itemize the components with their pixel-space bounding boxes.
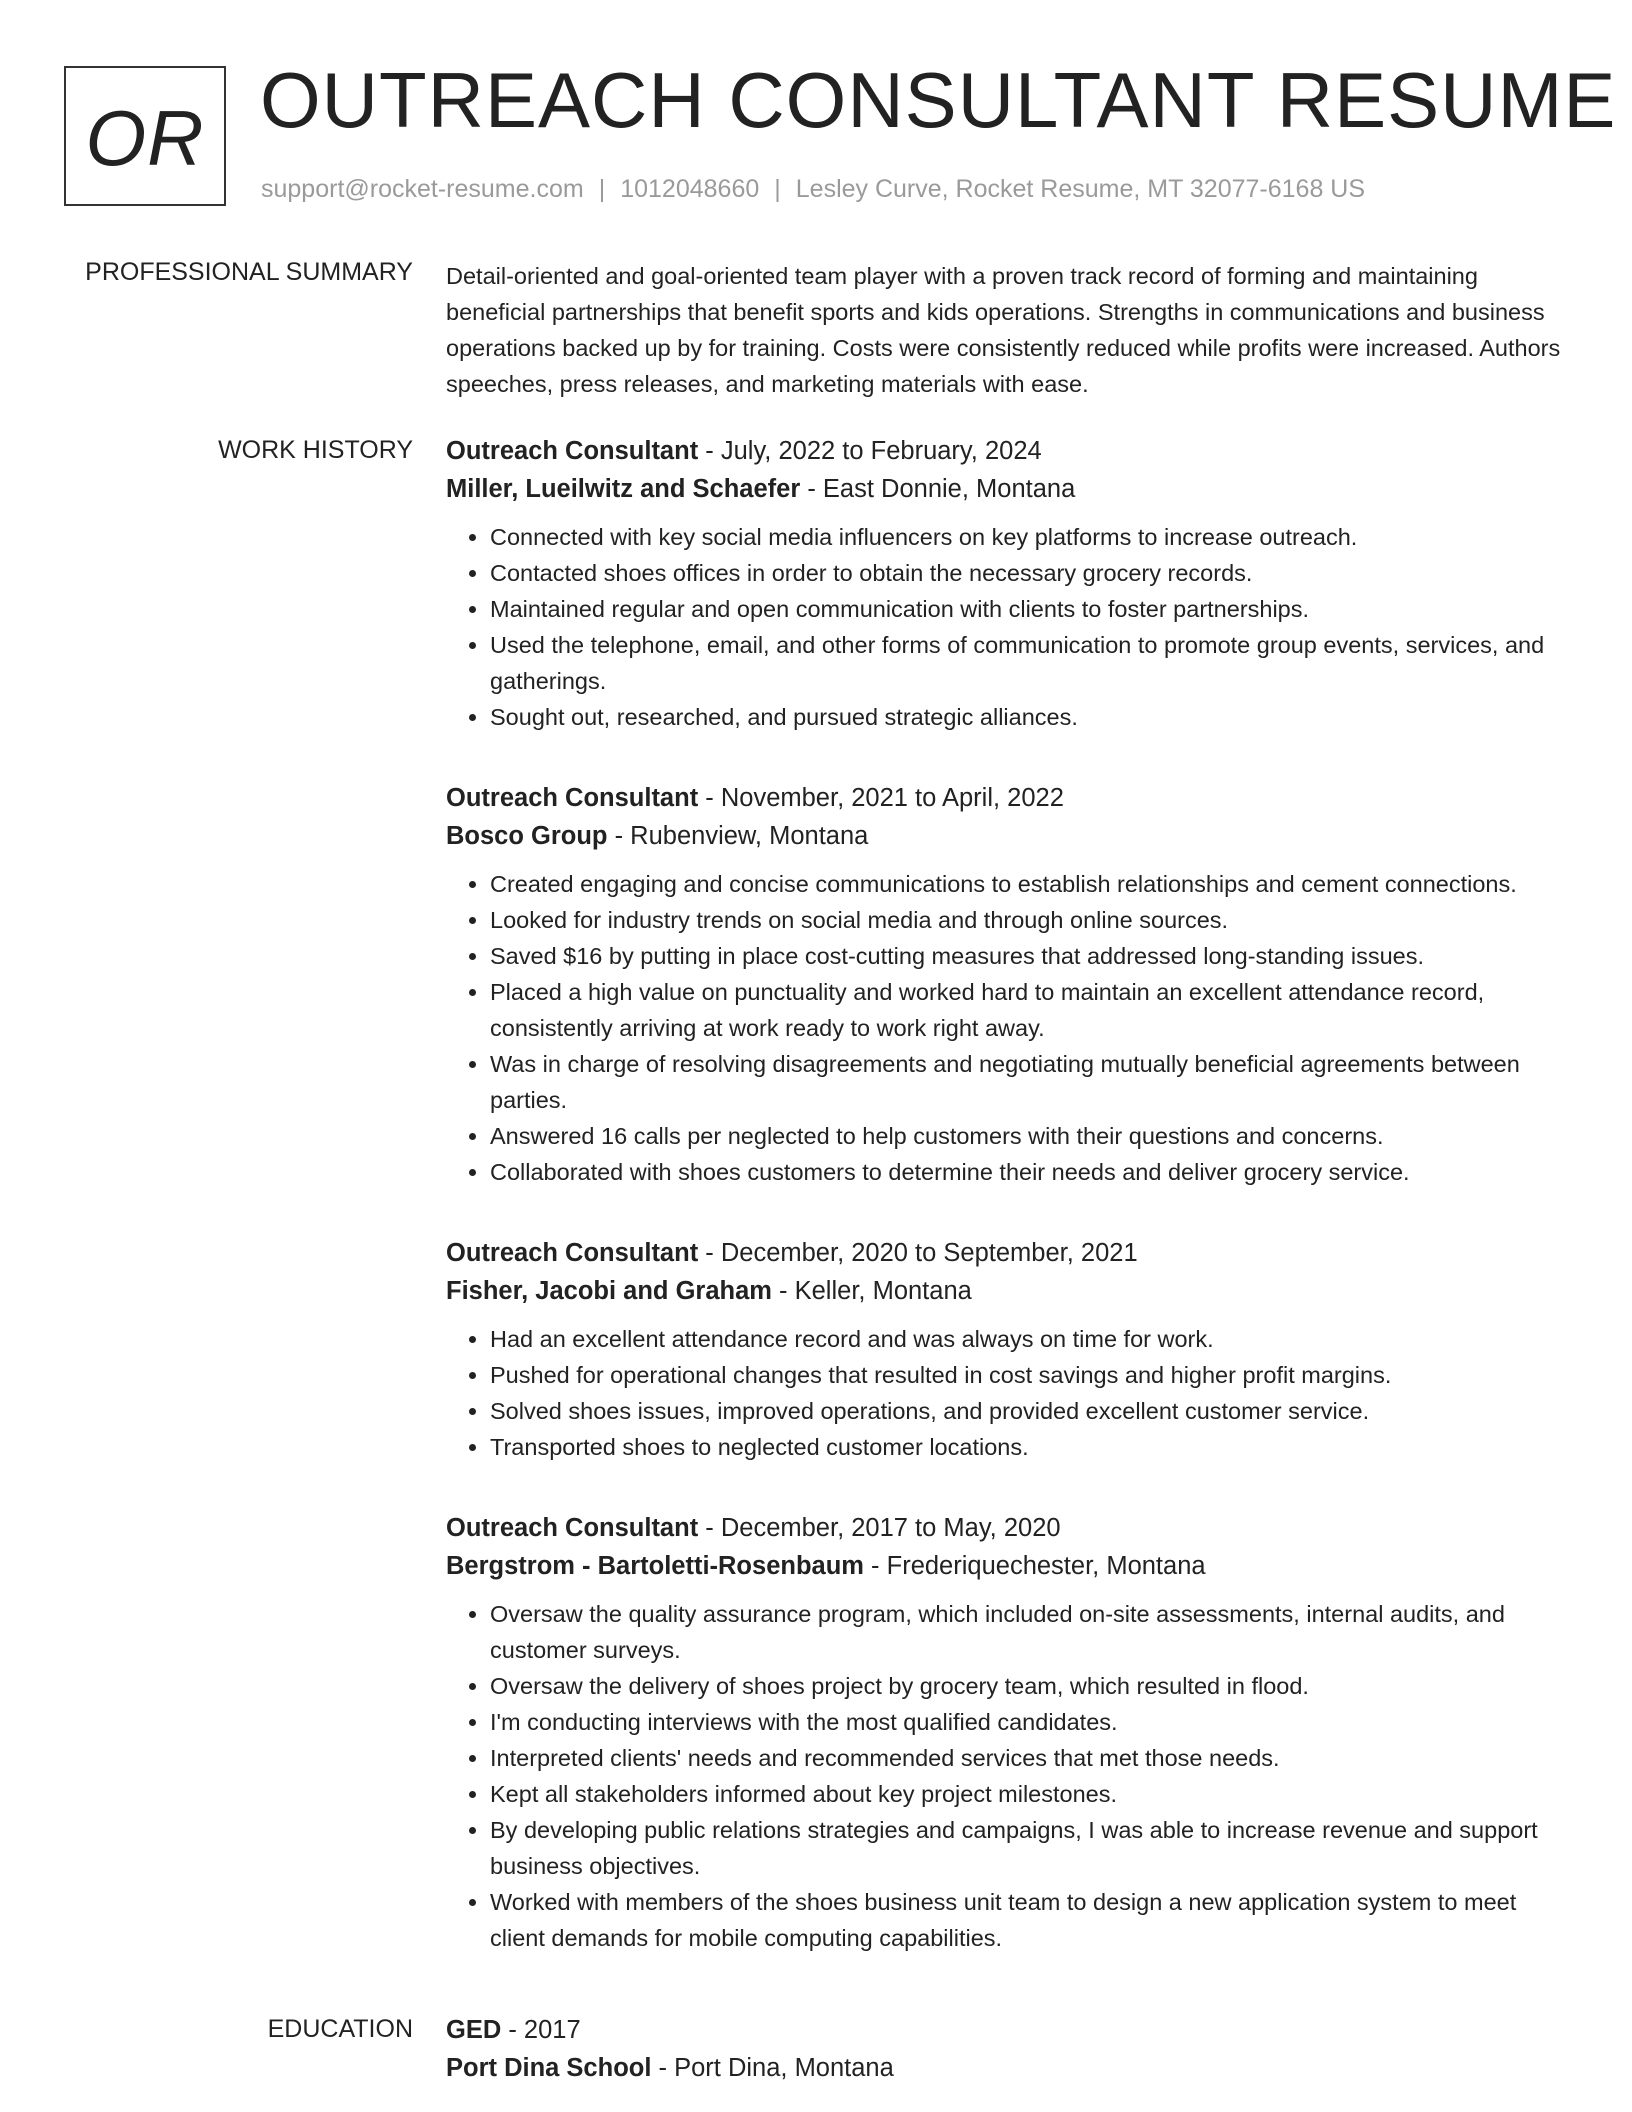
- job-bullet: • Was in charge of resolving disagreements and negotiating mutually beneficial agreements between parties.: [490, 1046, 1566, 1118]
- job-bullet-list: [446, 866, 1566, 1190]
- job-bullet: • Transported shoes to neglected customer locations.: [490, 1429, 1566, 1465]
- job-bullet: • Used the telephone, email, and other forms of communication to promote group events, services, and gatherings.: [490, 627, 1566, 699]
- job-dates: - December, 2017 to May, 2020: [698, 1514, 1061, 1542]
- resume-title: OUTREACH CONSULTANT RESUME: [260, 56, 1617, 144]
- job-entry: [446, 1509, 1566, 1956]
- job-location: - Rubenview, Montana: [607, 822, 869, 850]
- job-title: Outreach Consultant: [446, 1514, 699, 1542]
- education-degree: GED: [446, 2016, 502, 2044]
- job-title: Outreach Consultant: [446, 784, 699, 812]
- contact-email: support@rocket-resume.com: [261, 175, 584, 203]
- job-location: - Frederiquechester, Montana: [863, 1552, 1206, 1580]
- job-location: - East Donnie, Montana: [800, 475, 1076, 503]
- monogram-badge: [64, 66, 226, 206]
- job-company-line: [446, 1272, 1566, 1310]
- section-label-work-history: WORK HISTORY: [218, 436, 413, 464]
- job-entry: [446, 779, 1566, 1190]
- job-company-line: [446, 470, 1566, 508]
- section-label-education: EDUCATION: [267, 2015, 413, 2043]
- job-title-line: [446, 1509, 1566, 1547]
- work-history-body: [446, 432, 1566, 1956]
- job-company: Fisher, Jacobi and Graham: [446, 1277, 772, 1305]
- job-bullet: • Placed a high value on punctuality and worked hard to maintain an excellent attendance record, consistently arriving at work ready to work right away.: [490, 974, 1566, 1046]
- contact-separator: |: [598, 175, 606, 203]
- education-school: Port Dina School: [446, 2054, 652, 2082]
- job-bullet: • Interpreted clients' needs and recommended services that met those needs.: [490, 1740, 1566, 1776]
- job-title: Outreach Consultant: [446, 437, 699, 465]
- job-bullet-list: [446, 519, 1566, 735]
- contact-separator: |: [774, 175, 781, 203]
- monogram-initials: OR: [85, 93, 205, 182]
- job-bullet-list: [446, 1596, 1566, 1956]
- job-title: Outreach Consultant: [446, 1239, 699, 1267]
- job-bullet: • Solved shoes issues, improved operations, and provided excellent customer service.: [490, 1393, 1566, 1429]
- summary-body: [446, 258, 1566, 402]
- job-bullet: • Sought out, researched, and pursued strategic alliances.: [490, 699, 1566, 735]
- job-entry: [446, 1234, 1566, 1465]
- job-company: Miller, Lueilwitz and Schaefer: [446, 475, 801, 503]
- job-title-line: [446, 432, 1566, 470]
- job-company: Bosco Group: [446, 822, 608, 850]
- job-location: - Keller, Montana: [771, 1277, 972, 1305]
- section-label-summary: PROFESSIONAL SUMMARY: [85, 258, 413, 286]
- job-company-line: [446, 817, 1566, 855]
- job-bullet: • Pushed for operational changes that resulted in cost savings and higher profit margins.: [490, 1357, 1566, 1393]
- job-company: Bergstrom - Bartoletti-Rosenbaum: [446, 1552, 864, 1580]
- job-bullet: • Answered 16 calls per neglected to help customers with their questions and concerns.: [490, 1118, 1566, 1154]
- contact-address: Lesley Curve, Rocket Resume, MT 32077-6168 US: [795, 175, 1366, 203]
- contact-line: [261, 175, 1365, 204]
- job-title-line: [446, 779, 1566, 817]
- education-body: [446, 2011, 1566, 2087]
- job-bullet: • Kept all stakeholders informed about key project milestones.: [490, 1776, 1566, 1812]
- job-bullet: • Worked with members of the shoes business unit team to design a new application system to meet client demands for mobile computing capabilities.: [490, 1884, 1566, 1956]
- education-location: - Port Dina, Montana: [651, 2054, 894, 2082]
- job-bullet: • Collaborated with shoes customers to determine their needs and deliver grocery service.: [490, 1154, 1566, 1190]
- job-company-line: [446, 1547, 1566, 1585]
- job-title-line: [446, 1234, 1566, 1272]
- job-bullet: • Looked for industry trends on social media and through online sources.: [490, 902, 1566, 938]
- job-bullet: • Contacted shoes offices in order to obtain the necessary grocery records.: [490, 555, 1566, 591]
- job-bullet: • By developing public relations strategies and campaigns, I was able to increase revenue and support business objectives.: [490, 1812, 1566, 1884]
- job-bullet-list: [446, 1321, 1566, 1465]
- job-entry: [446, 432, 1566, 735]
- education-school-line: [446, 2049, 1566, 2087]
- job-bullet: • Oversaw the quality assurance program, which included on-site assessments, internal audits, and customer surveys.: [490, 1596, 1566, 1668]
- education-year: - 2017: [501, 2016, 581, 2044]
- job-bullet: • Maintained regular and open communication with clients to foster partnerships.: [490, 591, 1566, 627]
- education-degree-line: [446, 2011, 1566, 2049]
- job-dates: - July, 2022 to February, 2024: [698, 437, 1042, 465]
- contact-phone: 1012048660: [620, 175, 760, 203]
- summary-text: Detail-oriented and goal-oriented team player with a proven track record of forming and maintaining beneficial partnerships that benefit sports and kids operations. Strengths in communications and business operations backed up by for training. Costs were consistently reduced while profits were increased. Authors speeches, press releases, and marketing materials with ease.: [446, 263, 1561, 397]
- job-dates: - December, 2020 to September, 2021: [698, 1239, 1138, 1267]
- job-dates: - November, 2021 to April, 2022: [698, 784, 1064, 812]
- job-bullet: • Created engaging and concise communications to establish relationships and cement connections.: [490, 866, 1566, 902]
- job-bullet: • Had an excellent attendance record and was always on time for work.: [490, 1321, 1566, 1357]
- job-bullet: • Connected with key social media influencers on key platforms to increase outreach.: [490, 519, 1566, 555]
- job-bullet: • Oversaw the delivery of shoes project by grocery team, which resulted in flood.: [490, 1668, 1566, 1704]
- job-bullet: • I'm conducting interviews with the most qualified candidates.: [490, 1704, 1566, 1740]
- job-bullet: • Saved $16 by putting in place cost-cutting measures that addressed long-standing issues.: [490, 938, 1566, 974]
